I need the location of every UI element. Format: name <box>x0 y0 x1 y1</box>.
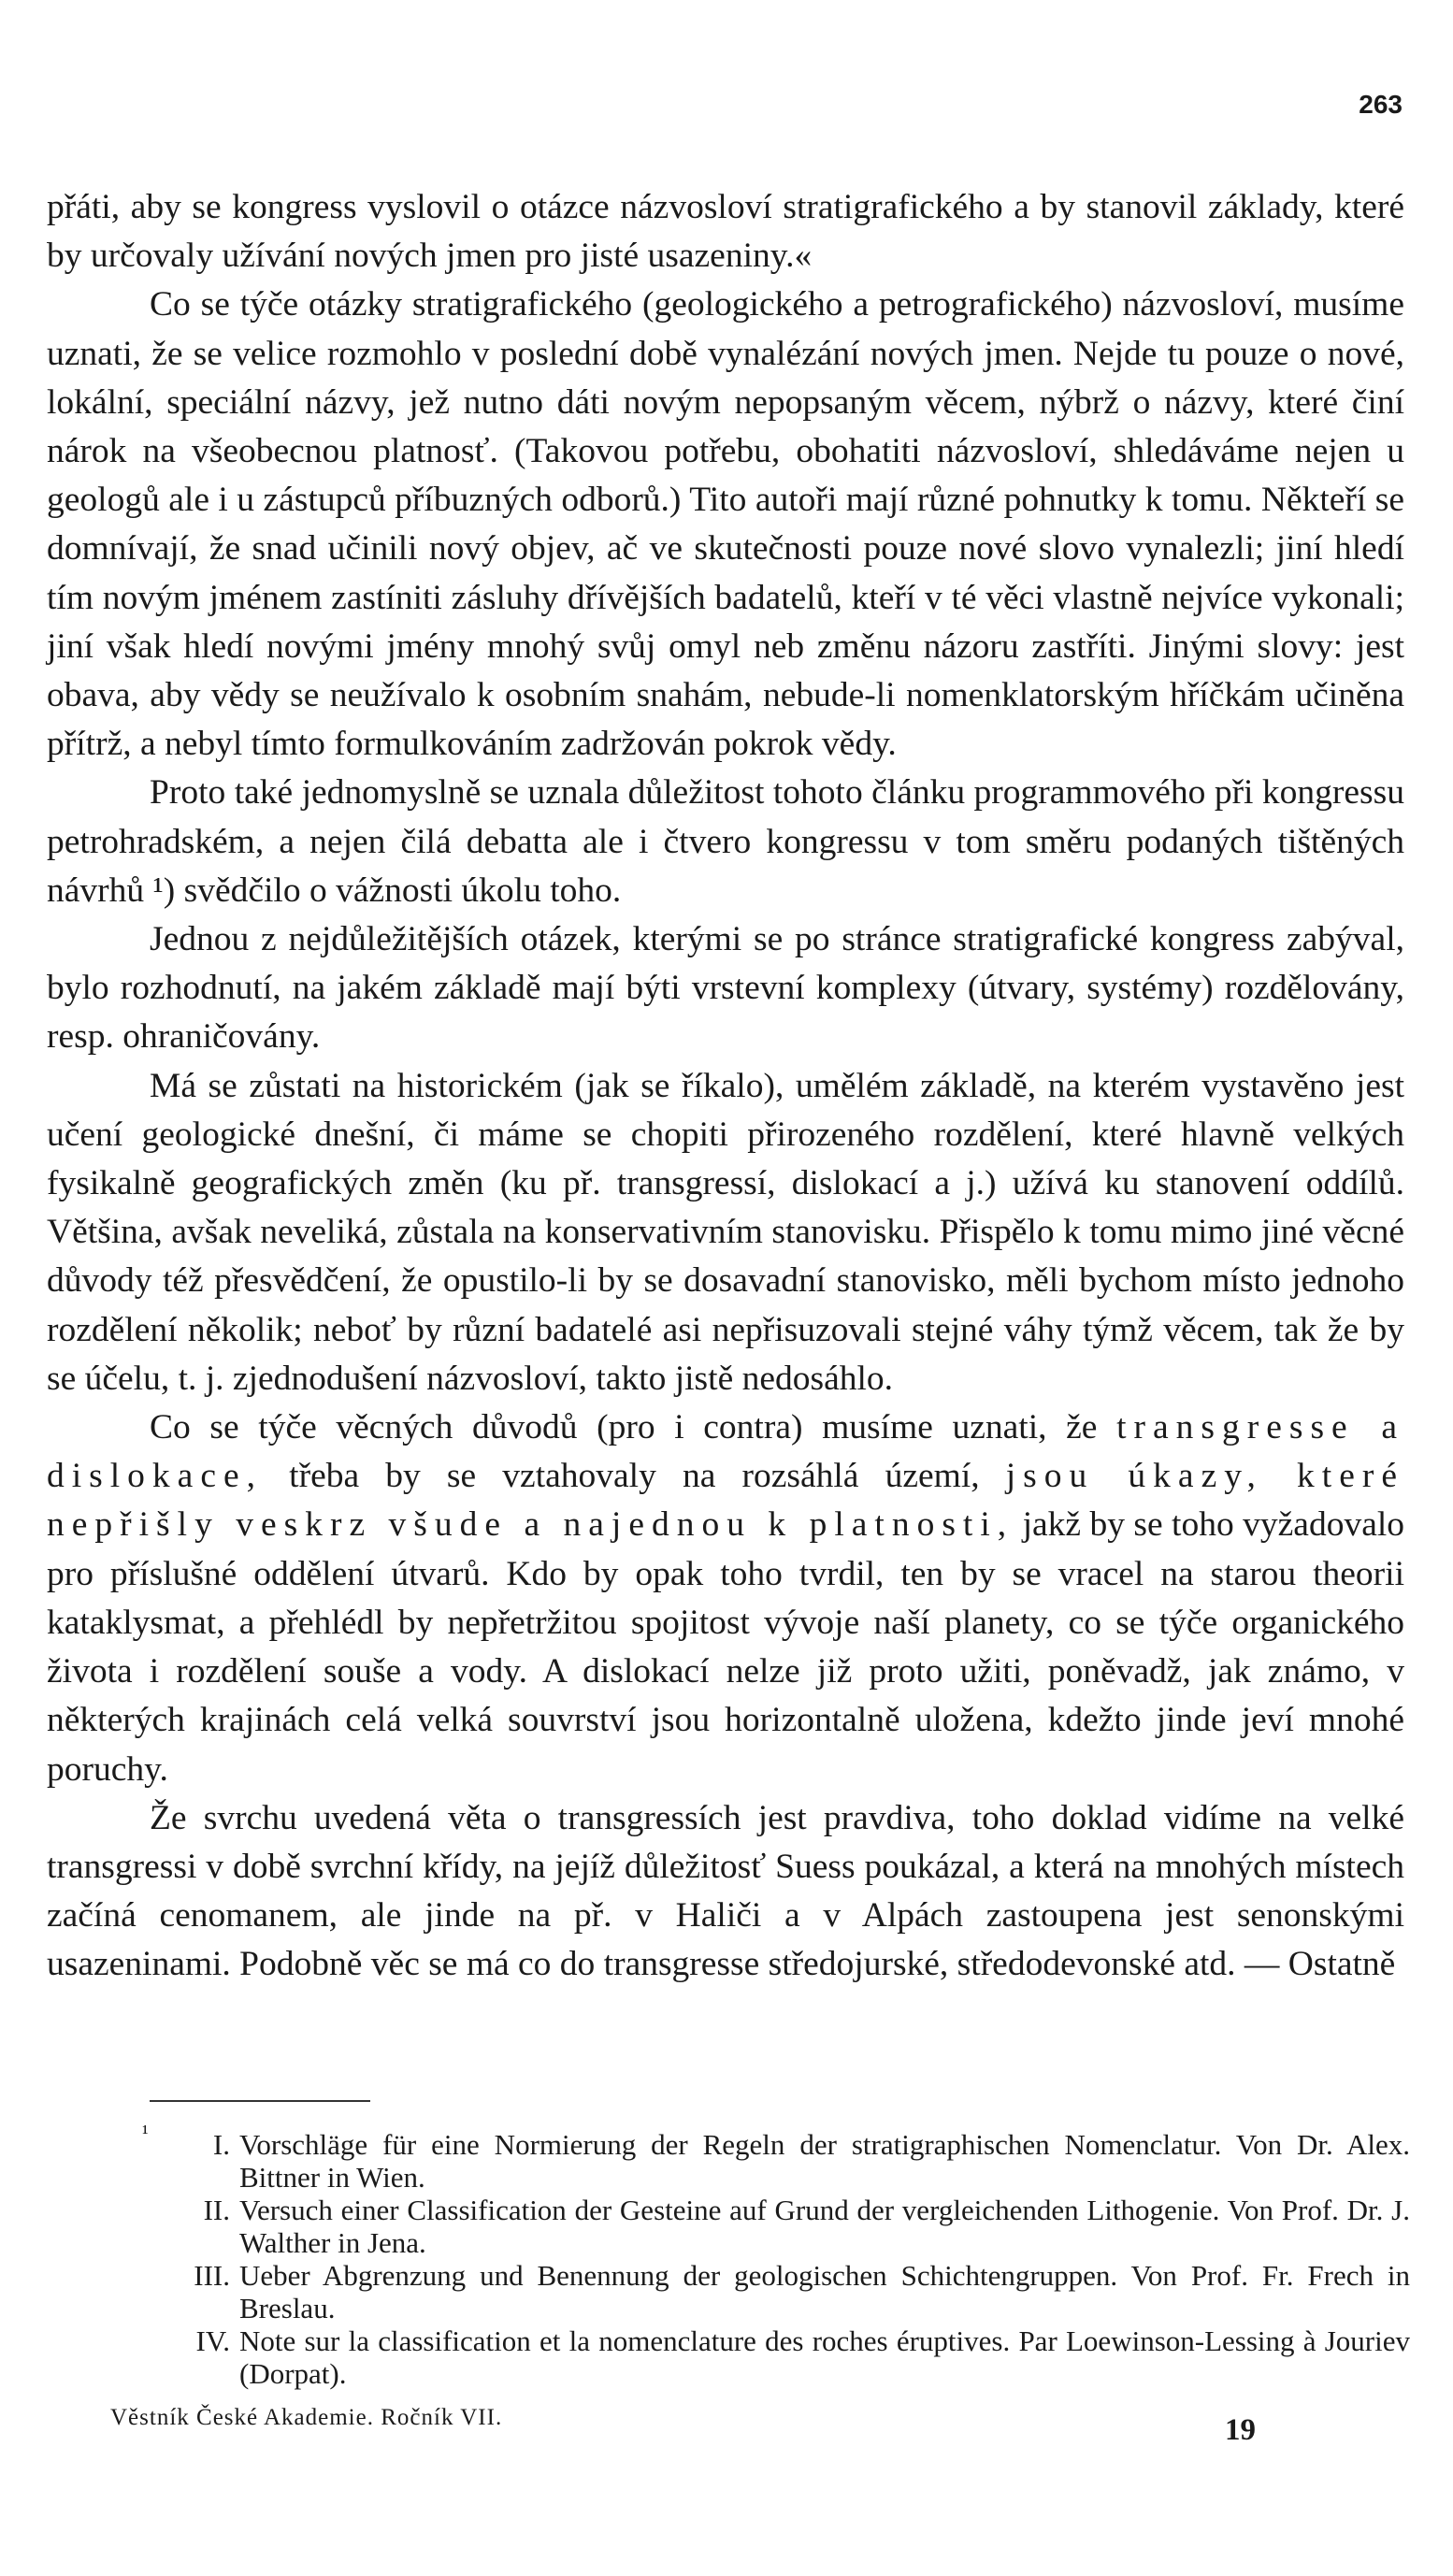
paragraph-2: Co se týče otázky stratigrafického (geologického a petrografického) názvosloví, musíme uznati, že se velice rozmohlo v poslední době vynalézání nových jmen. Nejde tu pouze o nové, lokální, speciální názvy, jež nutno dáti novým nepopsaným věcem, nýbrž o názvy, které činí nárok na všeobecnou platnosť. (Takovou potřebu, obohatiti názvosloví, shledáváme nejen u geologů ale i u zástupců příbuzných odborů.) Tito autoři mají různé pohnutky k tomu. Někteří se domnívají, že snad učinili nový objev, ač ve skutečnosti pouze nové slovo vynalezli; jiní hledí tím novým jménem zastíniti zásluhy dřívějších badatelů, kteří v té věci vlastně nejvíce vykonali; jiní však hledí novými jmény mnohý svůj omyl neb změnu názoru zastříti. Jinými slovy: jest obava, aby vědy se neužívalo k osobním snahám, nebude-li nomenklatorským hříčkám učiněna přítrž, a nebyl tímto formulkováním zadržován pokrok vědy. <box>47 285 1404 764</box>
footnote-text: Versuch einer Classification der Gesteine auf Grund der vergleichenden Lithogenie. Von Prof. Dr. J. Walther in Jena. <box>239 2194 1410 2259</box>
signature-mark: 19 <box>1225 2413 1256 2447</box>
footnote-number: III. <box>194 2259 230 2292</box>
footnote-text: Vorschläge für eine Normierung der Regeln der stratigraphischen Nomenclatur. Von Dr. Alex. Bittner in Wien. <box>239 2128 1410 2194</box>
p6-intro: Co se týče věcných důvodů (pro i contra) musíme uznati, že <box>150 1408 1098 1447</box>
paragraph-6 <box>47 1403 1404 1794</box>
journal-line: Věstník České Akademie. Ročník VII. <box>110 2405 503 2430</box>
footnote-item <box>183 2194 1410 2259</box>
paragraph-3: Proto také jednomyslně se uznala důležitost tohoto článku programmového při kongressu petrohradském, a nejen čilá debatta ale i čtvero kongressu v tom směru podaných tištěných návrhů ¹) svědčilo o vážnosti úkolu toho. <box>47 773 1404 910</box>
footnote-text: Ueber Abgrenzung und Benennung der geologischen Schichtengruppen. Von Prof. Fr. Frech in Breslau. <box>239 2259 1410 2324</box>
paragraph-5: Má se zůstati na historickém (jak se říkalo), umělém základě, na kterém vystavěno jest učení geologické dnešní, či máme se chopiti přirozeného rozdělení, které hlavně velkých fysikalně geografických změn (ku př. transgressí, dislokací a j.) užívá ku stanovení oddílů. Většina, avšak neveliká, zůstala na konservativním stanovisku. Přispělo k tomu mimo jiné věcné důvody též přesvědčení, že opustilo-li by se dosavadní stanovisko, měli bychom místo jednoho rozdělení několik; neboť by různí badatelé asi nepřisuzovali stejné váhy týmž věcem, tak že by se účelu, t. j. zjednodušení názvosloví, takto jistě nedosáhlo. <box>47 1066 1404 1398</box>
paragraph-1: přáti, aby se kongress vyslovil o otázce názvosloví stratigrafického a by stanovil základy, které by určovaly užívání nových jmen pro jisté usazeniny.« <box>47 188 1404 276</box>
footnote-number: II. <box>203 2194 230 2226</box>
footnote-item <box>183 2259 1410 2324</box>
p6-mid: třeba by se vztahovaly na rozsáhlá území, <box>289 1457 980 1496</box>
footnote-number: I. <box>212 2128 230 2161</box>
paragraph-7: Že svrchu uvedená věta o transgressích jest pravdiva, toho doklad vidíme na velké transgressi v době svrchní křídy, na jejíž důležitosť Suess poukázal, a která na mnohých místech začíná cenomanem, ale jinde na př. v Haliči a v Alpách zastoupena jest senonskými usazeninami. Podobně věc se má co do transgresse středojurské, středodevonské atd. — Ostatně <box>47 1798 1404 1984</box>
p6-emphasis-2: jsou úkazy, které nepřišly veskrz všude a najednou k platnosti, <box>47 1457 1405 1545</box>
page-number: 263 <box>1359 90 1403 119</box>
footnote-text: Note sur la classification et la nomenclature des roches éruptives. Par Loewinson-Lessing à Jouriev (Dorpat). <box>239 2324 1410 2390</box>
footnote-item <box>183 2128 1410 2194</box>
footnote-item <box>183 2324 1410 2390</box>
footnote-divider <box>150 2100 370 2102</box>
paragraph-4: Jednou z nejdůležitějších otázek, kterými se po stránce stratigrafické kongress zabýval, bylo rozhodnutí, na jakém základě mají býti vrstevní komplexy (útvary, systémy) rozdělovány, resp. ohraničovány. <box>47 920 1404 1057</box>
p6-emphasis-1: transgresse a dislokace, <box>47 1408 1404 1496</box>
footnotes <box>183 2128 1410 2390</box>
body-text <box>47 183 1404 1990</box>
footnote-marker: ¹ <box>142 2121 149 2144</box>
footnote-number: IV. <box>195 2324 230 2357</box>
p6-rest: jakž by se toho vyžadovalo pro příslušné oddělení útvarů. Kdo by opak toho tvrdil, ten by se vracel na starou theorii kataklysmat, a přehlédl by nepřetržitou spojitost vývoje naší planety, co se týče organického života i rozdělení souše a vody. A dislokací nelze již proto užiti, poněvadž, jak známo, v některých krajinách celá velká souvrství jsou horizontalně uložena, kdežto jinde jeví mnohé poruchy. <box>47 1505 1405 1789</box>
